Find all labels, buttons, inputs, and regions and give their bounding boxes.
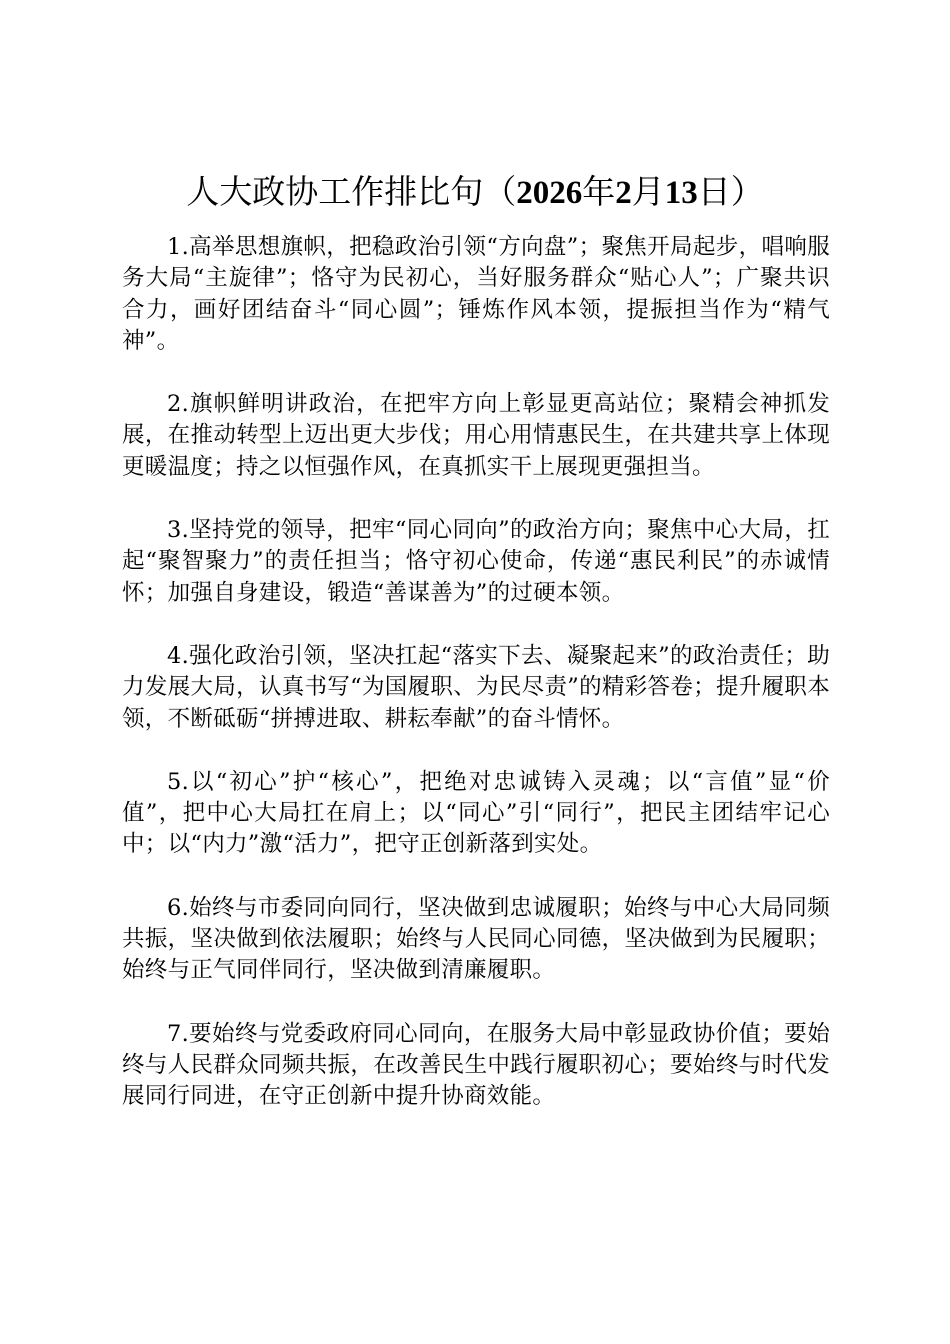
paragraph-3: 3.坚持党的领导，把牢“同心同向”的政治方向；聚焦中心大局，扛起“聚智聚力”的责任担当；恪守初心使命，传递“惠民利民”的赤诚情怀；加强自身建设，锻造“善谋善为”的过硬本领。 [122, 517, 830, 606]
paragraph-1: 1.高举思想旗帜，把稳政治引领“方向盘”；聚焦开局起步，唱响服务大局“主旋律”；恪守为民初心，当好服务群众“贴心人”；广聚共识合力，画好团结奋斗“同心圆”；锤炼作风本领，提振担当作为“精气神”。 [122, 234, 830, 354]
paragraph-7: 7.要始终与党委政府同心同向，在服务大局中彰显政协价值；要始终与人民群众同频共振，在改善民生中践行履职初心；要始终与时代发展同行同进，在守正创新中提升协商效能。 [122, 1020, 830, 1110]
title-day-char: 日） [697, 172, 764, 211]
paragraph-6: 6.始终与市委同向同行，坚决做到忠诚履职；始终与中心大局同频共振，坚决做到依法履职；始终与人民同心同德，坚决做到为民履职；始终与正气同伴同行，坚决做到清廉履职。 [122, 894, 830, 984]
title-day: 13 [664, 175, 698, 211]
title-month-char: 月 [631, 172, 665, 211]
document-body [122, 232, 830, 1145]
paragraph-5: 5.以“初心”护“核心”，把绝对忠诚铸入灵魂；以“言值”显“价值”，把中心大局扛在肩上；以“同心”引“同行”，把民主团结牢记心中；以“内力”激“活力”，把守正创新落到实处。 [122, 768, 830, 858]
title-year-char: 年 [582, 172, 616, 211]
title-month: 2 [615, 175, 632, 211]
paragraph-2: 2.旗帜鲜明讲政治，在把牢方向上彰显更高站位；聚精会神抓发展，在推动转型上迈出更大步伐；用心用情惠民生，在共建共享上体现更暖温度；持之以恒强作风，在真抓实干上展现更强担当。 [122, 391, 830, 480]
paragraph-4: 4.强化政治引领，坚决扛起“落实下去、凝聚起来”的政治责任；助力发展大局，认真书写“为国履职、为民尽责”的精彩答卷；提升履职本领，不断砥砺“拼搏进取、耕耘奉献”的奋斗情怀。 [122, 642, 830, 732]
title-year: 2026 [516, 175, 583, 211]
document-title [0, 168, 950, 217]
title-text: 人大政协工作排比句（ [186, 172, 517, 211]
